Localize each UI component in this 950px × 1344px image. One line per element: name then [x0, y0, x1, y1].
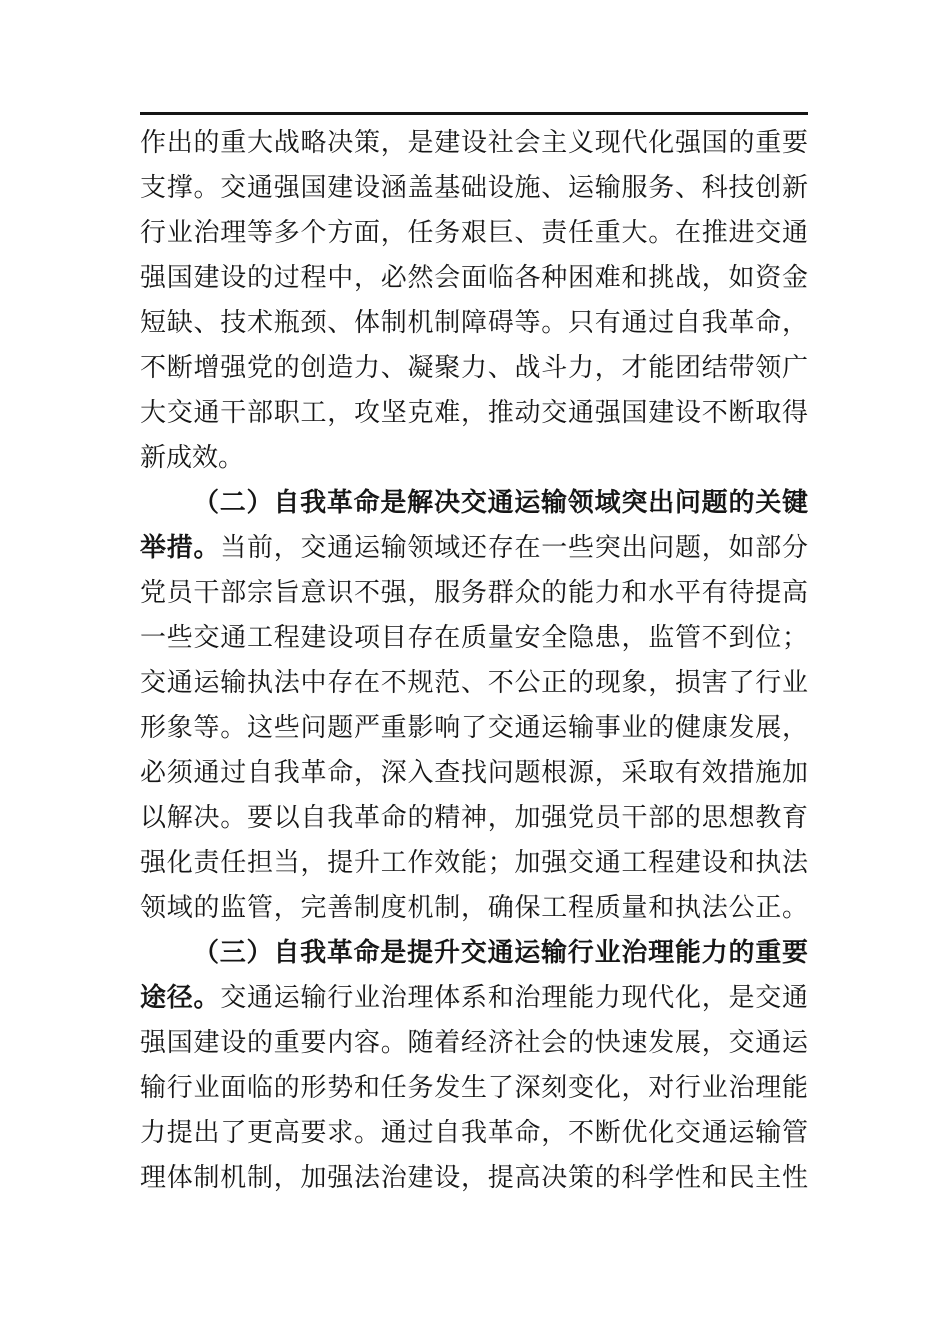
text-line [140, 1020, 808, 1065]
text-line [140, 1155, 808, 1200]
text-run: 当前，交通运输领域还存在一些突出问题，如部分 [220, 533, 808, 562]
text-run: 不断增强党的创造力、凝聚力、战斗力，才能团结带领广 [140, 353, 808, 382]
document-body [140, 120, 808, 1200]
text-run: 领域的监管，完善制度机制，确保工程质量和执法公正。 [140, 893, 808, 922]
text-line [140, 165, 808, 210]
text-run: 输行业面临的形势和任务发生了深刻变化，对行业治理能 [140, 1073, 808, 1102]
text-run: 支撑。交通强国建设涵盖基础设施、运输服务、科技创新 [140, 173, 808, 202]
text-run: 新成效。 [140, 443, 245, 472]
text-line [140, 840, 808, 885]
text-line [140, 300, 808, 345]
text-line [140, 705, 808, 750]
text-run: 必须通过自我革命，深入查找问题根源，采取有效措施加 [140, 758, 808, 787]
header-separator-line [140, 112, 808, 115]
text-line [140, 570, 808, 615]
text-run: 交通运输执法中存在不规范、不公正的现象，损害了行业 [140, 668, 808, 697]
text-run: 强国建设的过程中，必然会面临各种困难和挑战，如资金 [140, 263, 808, 292]
text-run: 理体制机制，加强法治建设，提高决策的科学性和民主性 [140, 1163, 808, 1192]
text-line [140, 795, 808, 840]
text-run: 强国建设的重要内容。随着经济社会的快速发展，交通运 [140, 1028, 808, 1057]
text-run: 短缺、技术瓶颈、体制机制障碍等。只有通过自我革命， [140, 308, 808, 337]
text-line [140, 885, 808, 930]
text-run: 党员干部宗旨意识不强，服务群众的能力和水平有待提高 [140, 578, 808, 607]
bold-text-run: （三）自我革命是提升交通运输行业治理能力的重要 [193, 938, 808, 967]
text-line [140, 930, 808, 975]
text-run: 一些交通工程建设项目存在质量安全隐患，监管不到位； [140, 623, 808, 652]
text-line [140, 750, 808, 795]
text-line [140, 660, 808, 705]
text-line [140, 120, 808, 165]
text-line [140, 1110, 808, 1155]
text-line [140, 975, 808, 1020]
text-run: 形象等。这些问题严重影响了交通运输事业的健康发展， [140, 713, 808, 742]
text-line [140, 390, 808, 435]
text-line [140, 615, 808, 660]
text-line [140, 525, 808, 570]
text-line [140, 255, 808, 300]
bold-text-run: 途径。 [140, 983, 221, 1012]
text-run: 大交通干部职工，攻坚克难，推动交通强国建设不断取得 [140, 398, 808, 427]
text-line [140, 210, 808, 255]
text-run: 行业治理等多个方面，任务艰巨、责任重大。在推进交通 [140, 218, 808, 247]
text-run: 以解决。要以自我革命的精神，加强党员干部的思想教育 [140, 803, 808, 832]
text-line [140, 480, 808, 525]
text-run: 力提出了更高要求。通过自我革命，不断优化交通运输管 [140, 1118, 808, 1147]
text-line [140, 435, 808, 480]
text-run: 作出的重大战略决策，是建设社会主义现代化强国的重要 [140, 128, 808, 157]
text-run: 强化责任担当，提升工作效能；加强交通工程建设和执法 [140, 848, 808, 877]
bold-text-run: 举措。 [140, 533, 221, 562]
document-page [140, 112, 808, 1200]
bold-text-run: （二）自我革命是解决交通运输领域突出问题的关键 [193, 488, 808, 517]
text-line [140, 345, 808, 390]
text-run: 交通运输行业治理体系和治理能力现代化，是交通 [220, 983, 808, 1012]
text-line [140, 1065, 808, 1110]
